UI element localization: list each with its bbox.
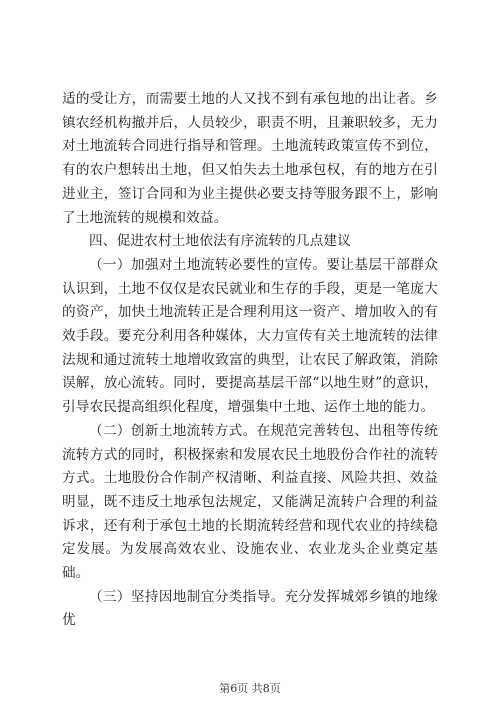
paragraph-3: （二）创新土地流转方式。在规范完善转包、出租等传统流转方式的同时，积极探索和发展农民土地股份合作社的流转方式。土地股份合作制产权清晰、利益直接、风险共担、效益明显，既不违反土地承包法规定，又能满足流转户合理的利益诉求，还有利于承包土地的长期流转经营和现代农业的持续稳定发展。为发展高效农业、设施农业、农业龙头企业奠定基础。 [62,422,438,582]
paragraph-2: （一）加强对土地流转必要性的宣传。要让基层干部群众认识到，土地不仅仅是农民就业和生存的手段，更是一笔庞大的资产，加快土地流转正是合理利用这一资产、增加收入的有效手段。要充分利用各种媒体，大力宣传有关土地流转的法律法规和通过流转土地增收致富的典型，让农民了解政策，消除误解，放心流转。同时，要提高基层干部“以地生财”的意识，引导农民提高组织化程度，增强集中土地、运作土地的能力。 [62,256,438,416]
document-body [62,88,438,633]
page-footer: 第6页 共8页 [219,682,281,695]
section-heading: 四、促进农村土地依法有序流转的几点建议 [89,233,352,250]
paragraph-4: （三）坚持因地制宜分类指导。充分发挥城郊乡镇的地缘优 [62,588,438,629]
paragraph-1: 适的受让方，而需要土地的人又找不到有承包地的出让者。乡镇农经机构撤并后，人员较少，职责不明，且兼职较多，无力对土地流转合同进行指导和管理。土地流转政策宣传不到位，有的农户想转出土地，但又怕失去土地承包权，有的地方在引进业主，签订合同和为业主提供必要支持等服务跟不上，影响了土地流转的规模和效益。 [62,91,438,226]
